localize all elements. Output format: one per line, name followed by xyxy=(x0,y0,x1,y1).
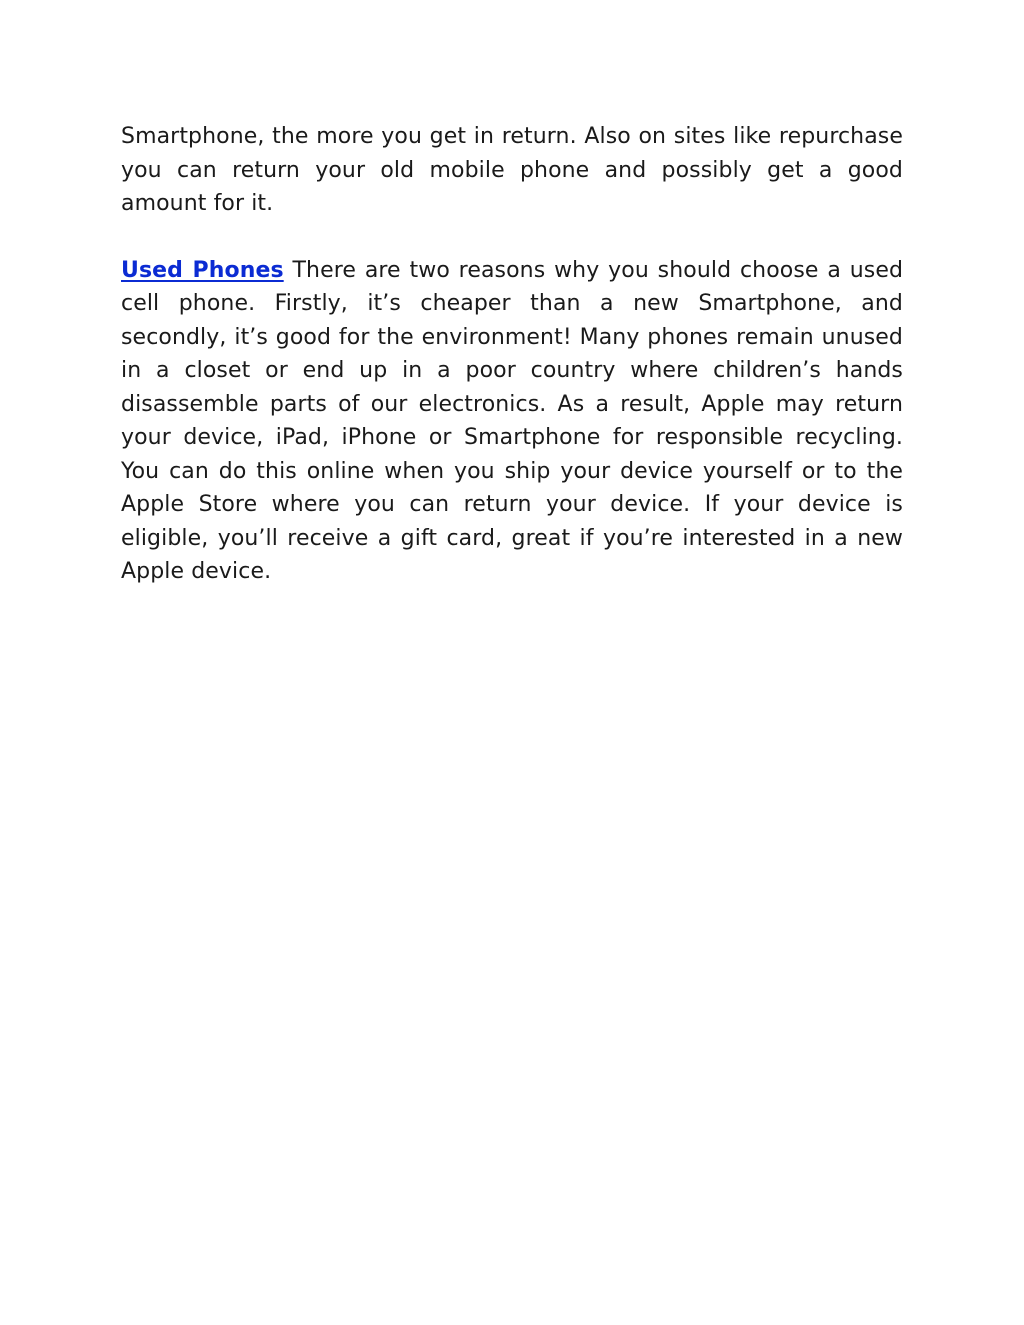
used-phones-link[interactable]: Used Phones xyxy=(121,257,284,283)
paragraph-2-text: There are two reasons why you should choose a used cell phone. Firstly, it’s cheaper than a new Smartphone, and secondly, it’s good for the environment! Many phones remain unused in a closet or end up in a poor country where children’s hands disassemble parts of our electronics. As a result, Apple may return your device, iPad, iPhone or Smartphone for responsible recycling. You can do this online when you ship your device yourself or to the Apple Store where you can return your device. If your device is eligible, you’ll receive a gift card, great if you’re interested in a new Apple device. xyxy=(121,257,904,584)
paragraph-2 xyxy=(121,254,903,589)
paragraph-1 xyxy=(121,120,903,221)
paragraph-1-text: Smartphone, the more you get in return. Also on sites like repurchase you can return your old mobile phone and possibly get a good amount for it. xyxy=(121,124,903,216)
document-body xyxy=(121,120,903,589)
